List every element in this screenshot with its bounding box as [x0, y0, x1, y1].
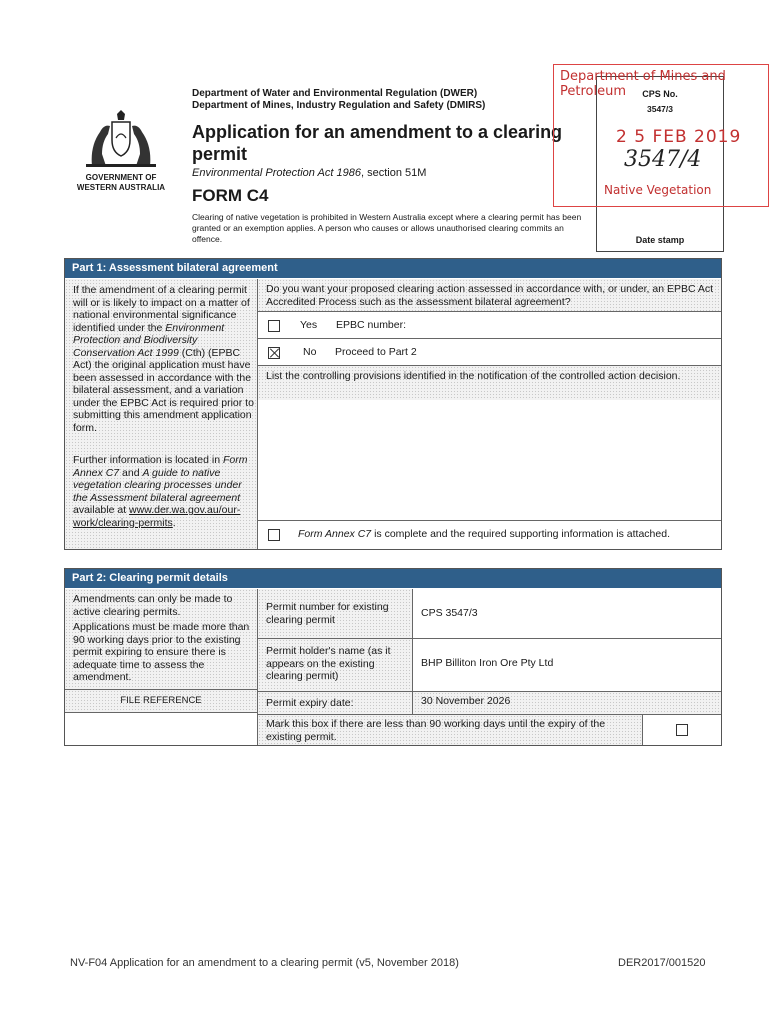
epbc-number-input[interactable]	[420, 314, 716, 334]
annex-form-name: Form Annex C7	[298, 528, 372, 540]
expiry-value[interactable]: 30 November 2026	[421, 695, 511, 707]
received-stamp	[553, 64, 769, 207]
clearing-warning: Clearing of native vegetation is prohibited in Western Australia except where a clearing permit has been granted or an exemption applies. A person who causes or allows unauthorised clearing commits an offence.	[192, 212, 582, 244]
no-label: No	[303, 346, 317, 358]
part2-section	[64, 568, 722, 746]
stamp-native-vegetation: Native Vegetation	[604, 183, 712, 197]
file-reference-input[interactable]	[65, 713, 257, 745]
dept-dwer: Department of Water and Environmental Regulation (DWER)	[192, 88, 478, 99]
part2-heading: Part 2: Clearing permit details	[65, 569, 721, 588]
epbc-question: Do you want your proposed clearing action assessed in accordance with, or under, an EPBC Act Accredited Process such as the assessment bilateral agreement?	[266, 283, 714, 308]
title-line-2: permit	[192, 144, 248, 164]
cps-value: 3547/3	[647, 104, 673, 114]
yes-row	[258, 312, 721, 338]
form-number: FORM C4	[192, 186, 269, 205]
further-guide: A guide to native vegetation clearing processes under the Assessment bilateral agreement	[73, 466, 242, 504]
part1-further-info	[73, 454, 251, 529]
yes-checkbox[interactable]	[268, 320, 280, 332]
controlling-provisions-label: List the controlling provisions identified in the notification of the controlled action decision.	[266, 370, 681, 382]
further-and: and	[122, 466, 140, 479]
no-checkbox[interactable]	[268, 347, 280, 359]
part1-epbc-explanation	[73, 284, 255, 434]
government-label	[60, 173, 182, 193]
part1-question-row	[258, 279, 721, 311]
clearing-permits-link[interactable]: www.der.wa.gov.au/our-work/clearing-permits	[73, 504, 241, 529]
annex-checkbox[interactable]	[268, 529, 280, 541]
part2-timing-note: Applications must be made more than 90 working days prior to the existing permit expiring to ensure there is adequate time to assess the amendment.	[73, 621, 250, 683]
wa-coat-of-arms-logo	[82, 108, 160, 170]
act-reference	[192, 167, 426, 179]
no-row	[258, 339, 721, 365]
epbc-number-label: EPBC number:	[336, 319, 407, 331]
gov-line-2: WESTERN AUSTRALIA	[76, 183, 166, 192]
holder-label: Permit holder's name (as it appears on the existing clearing permit)	[266, 645, 391, 682]
cps-label: CPS No.	[642, 89, 678, 99]
controlling-provisions-input[interactable]	[258, 400, 721, 520]
part1-heading: Part 1: Assessment bilateral agreement	[65, 259, 721, 278]
file-reference-label-cell	[65, 690, 257, 712]
annex-text: is complete and the required supporting information is attached.	[374, 528, 670, 540]
permit-number-value[interactable]: CPS 3547/3	[421, 607, 478, 619]
further-text-a: Further information is located in	[73, 454, 221, 466]
link-period: .	[172, 516, 176, 529]
part2-active-note: Amendments can only be made to active clearing permits.	[73, 593, 233, 618]
dept-dmirs: Department of Mines, Industry Regulation and Safety (DMIRS)	[192, 100, 486, 111]
further-text-b: available at	[73, 504, 127, 516]
part1-act-name: Environment Protection and Biodiversity Conservation Act 1999	[73, 321, 225, 359]
form-title	[192, 121, 592, 165]
less-than-90-days-row	[258, 715, 642, 745]
permit-number-label: Permit number for existing clearing permit	[266, 601, 389, 626]
act-section: , section 51M	[360, 167, 427, 179]
part1-text-a: If the amendment of a clearing permit will or is likely to impact on a matter of national environmental significance identified under the	[73, 284, 250, 334]
department-names	[192, 88, 485, 112]
stamp-handwritten-number: 3547/4	[624, 147, 702, 172]
less-than-90-days-checkbox[interactable]	[676, 724, 688, 736]
holder-label-cell	[258, 639, 412, 691]
holder-value[interactable]: BHP Billiton Iron Ore Pty Ltd	[421, 657, 554, 669]
permit-number-label-cell	[258, 589, 412, 638]
title-line-1: Application for an amendment to a clearing	[192, 122, 563, 142]
date-stamp-label: Date stamp	[635, 235, 685, 245]
proceed-label: Proceed to Part 2	[335, 346, 417, 358]
annex-row	[258, 521, 721, 549]
controlling-provisions-label-row	[258, 366, 721, 400]
part1-section	[64, 258, 722, 550]
act-name: Environmental Protection Act 1986	[192, 167, 361, 179]
part1-left-panel	[65, 279, 257, 549]
gov-line-1: GOVERNMENT OF	[85, 173, 157, 182]
file-reference-label: FILE REFERENCE	[120, 695, 202, 706]
less-than-90-days-label: Mark this box if there are less than 90 working days until the expiry of the existing permit.	[266, 718, 606, 743]
part1-text-b: (Cth) (EPBC Act) the original application must have been assessed in accordance with the bilateral assessment, and a variation under the EPBC Act is required prior to submitting this amendment application form.	[73, 346, 254, 434]
footer-form-title: NV-F04 Application for an amendment to a clearing permit (v5, November 2018)	[70, 957, 459, 969]
footer-reference: DER2017/001520	[618, 957, 706, 969]
stamp-date: 2 5 FEB 2019	[616, 127, 742, 147]
stamp-department: Department of Mines and Petroleum	[560, 69, 726, 99]
further-annex: Form Annex C7	[73, 454, 248, 479]
expiry-label: Permit expiry date:	[266, 697, 354, 709]
annex-statement	[298, 528, 718, 541]
part2-left-panel	[65, 589, 257, 689]
yes-label: Yes	[300, 319, 318, 331]
expiry-row	[258, 692, 721, 714]
